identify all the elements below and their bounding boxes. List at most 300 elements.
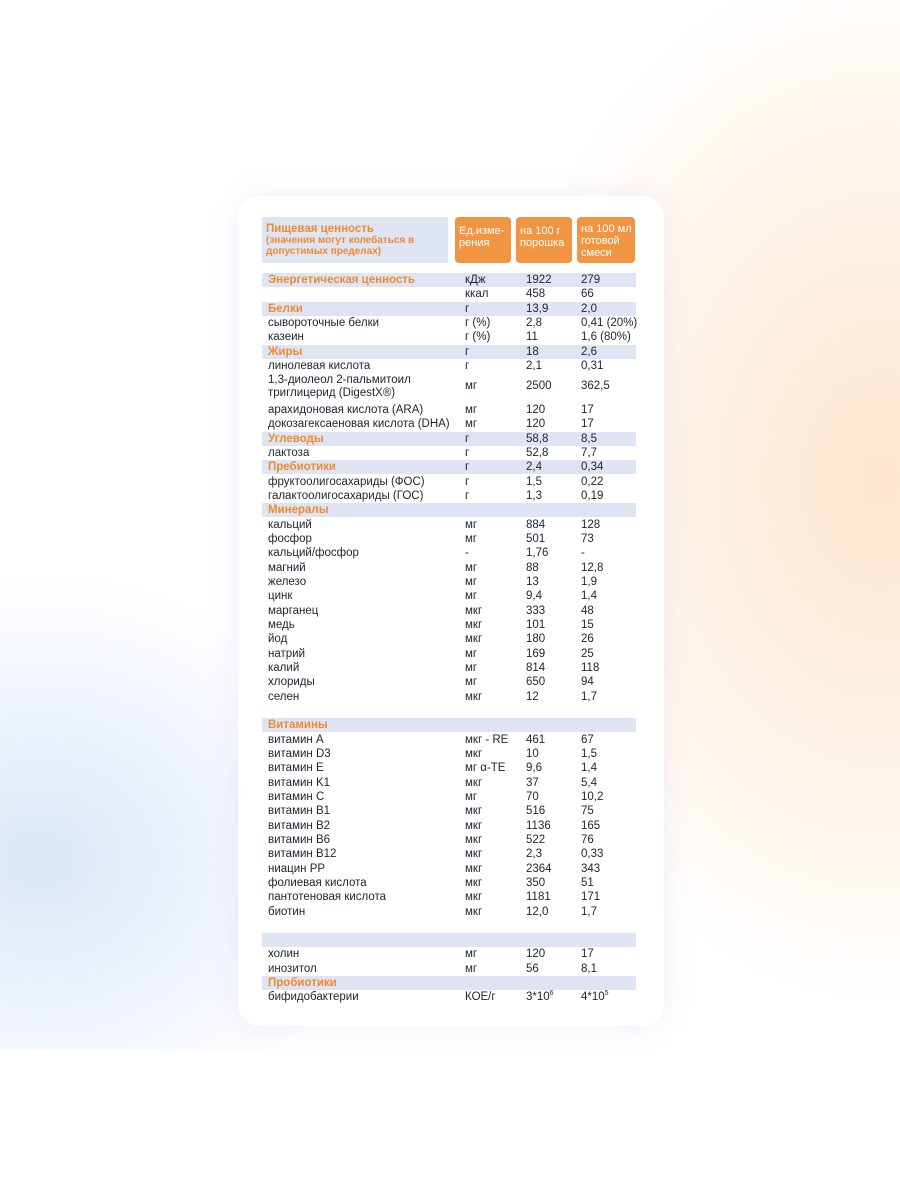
unit-cell: мг: [465, 562, 478, 574]
unit-cell: мкг: [465, 877, 483, 889]
unit-cell: мг: [465, 380, 478, 392]
section-row: [262, 345, 636, 359]
value-text: 814: [526, 662, 546, 674]
section-row: [262, 460, 636, 474]
value-per-100ml: [581, 747, 597, 761]
value-text: 9,6: [526, 762, 542, 774]
value-text: 1181: [526, 891, 551, 903]
value-per-100g: [526, 604, 545, 618]
nutrient-name: лактоза: [268, 447, 310, 459]
nutrient-name: биотин: [268, 906, 306, 918]
value-per-100ml: [581, 380, 610, 393]
value-per-100ml: [581, 733, 594, 747]
nutrient-name: витамин C: [268, 791, 325, 803]
unit-cell: мг: [465, 519, 478, 531]
value-per-100ml: [581, 847, 603, 861]
value-per-100g: [526, 990, 554, 1004]
nutrient-name: фруктоолигосахариды (ФОС): [268, 476, 425, 488]
value-text: 0,41 (20%): [581, 317, 638, 329]
section-title: Белки: [268, 303, 303, 315]
value-per-100g: [526, 446, 548, 460]
nutrient-name: докозагексаеновая кислота (DHA): [268, 418, 450, 430]
value-text: 1,4: [581, 762, 597, 774]
nutrient-name: витамин B6: [268, 834, 331, 846]
nutrient-name: витамин A: [268, 734, 324, 746]
unit-cell: мкг: [465, 748, 483, 760]
table-row: [262, 761, 636, 775]
value-per-100g: [526, 675, 545, 689]
nutrient-name: магний: [268, 562, 306, 574]
nutrient-name: фолиевая кислота: [268, 877, 367, 889]
value-per-100g: [526, 380, 552, 393]
value-text: 70: [526, 791, 539, 803]
value-text: 26: [581, 633, 594, 645]
table-row: [262, 604, 636, 618]
value-per-100g: [526, 330, 538, 344]
value-per-100ml: [581, 905, 597, 919]
value-per-100ml: [581, 359, 603, 373]
value-text: 2,0: [581, 303, 597, 315]
unit-cell: г: [465, 461, 470, 473]
unit-cell: мг: [465, 676, 478, 688]
value-text: 1,7: [581, 691, 597, 703]
table-row: [262, 373, 636, 402]
table-row: [262, 675, 636, 689]
value-text: 2364: [526, 863, 552, 875]
header-subtitle: (значения могут колебаться в допустимых пределах): [266, 235, 415, 257]
section-title: Жиры: [268, 346, 303, 358]
unit-cell: мкг: [465, 619, 483, 631]
value-per-100ml: [581, 862, 600, 876]
nutrient-name: цинк: [268, 590, 293, 602]
unit-cell: мг: [465, 662, 478, 674]
value-text: 120: [526, 948, 546, 960]
header-per-100g-column: на 100 г порошка: [516, 217, 572, 263]
value-text: 1,6 (80%): [581, 331, 631, 343]
table-row: [262, 747, 636, 761]
value-text: 18: [526, 346, 539, 358]
table-row: [262, 847, 636, 861]
value-per-100g: [526, 862, 552, 876]
value-text: 1,5: [581, 748, 597, 760]
value-per-100g: [526, 561, 539, 575]
value-text: 343: [581, 863, 601, 875]
unit-cell: мг: [465, 648, 478, 660]
value-per-100ml: [581, 460, 603, 474]
nutrient-name: ниацин PP: [268, 863, 326, 875]
value-per-100ml: [581, 561, 603, 575]
value-per-100ml: [581, 302, 597, 316]
value-per-100ml: [581, 819, 600, 833]
unit-cell: г (%): [465, 317, 491, 329]
value-per-100ml: [581, 618, 594, 632]
value-text: 4*10: [581, 991, 605, 1003]
value-text: 73: [581, 533, 594, 545]
nutrient-name: линолевая кислота: [268, 360, 371, 372]
unit-cell: мкг: [465, 848, 483, 860]
value-text: 17: [581, 418, 594, 430]
value-per-100ml: [581, 632, 594, 646]
value-per-100ml: [581, 417, 594, 431]
value-per-100ml: [581, 589, 597, 603]
unit-cell: мг: [465, 963, 478, 975]
bottom-margin: [0, 1050, 900, 1200]
value-text: 171: [581, 891, 601, 903]
unit-cell: г: [465, 476, 470, 488]
value-text: 180: [526, 633, 546, 645]
table-row: [262, 489, 636, 503]
table-row: [262, 647, 636, 661]
value-text: 88: [526, 562, 539, 574]
value-text: 3*10: [526, 991, 550, 1003]
table-row: [262, 790, 636, 804]
value-text: 516: [526, 805, 546, 817]
value-per-100g: [526, 876, 545, 890]
value-text: 12,0: [526, 906, 549, 918]
unit-cell: мг: [465, 590, 478, 602]
value-text: 333: [526, 605, 546, 617]
table-row: [262, 359, 636, 373]
value-per-100g: [526, 273, 552, 287]
table-row: [262, 804, 636, 818]
table-row: [262, 890, 636, 904]
value-per-100ml: [581, 316, 637, 330]
value-text: 118: [581, 662, 600, 674]
unit-cell: мкг: [465, 863, 483, 875]
unit-cell: мг: [465, 791, 478, 803]
table-row: [262, 819, 636, 833]
nutrient-name: кальций/фосфор: [268, 547, 359, 559]
table-row: [262, 618, 636, 632]
value-per-100ml: [581, 432, 597, 446]
value-text: 650: [526, 676, 546, 688]
value-per-100g: [526, 661, 545, 675]
value-text: 350: [526, 877, 546, 889]
table-row: [262, 330, 636, 344]
value-text: 10: [526, 748, 539, 760]
value-text: 2,3: [526, 848, 542, 860]
value-per-100g: [526, 359, 542, 373]
value-text: 1922: [526, 274, 552, 286]
value-per-100g: [526, 804, 545, 818]
value-text: 0,33: [581, 848, 604, 860]
table-row: [262, 475, 636, 489]
unit-cell: г: [465, 303, 470, 315]
unit-cell: мкг: [465, 777, 483, 789]
table-row: [262, 287, 636, 301]
unit-cell: г: [465, 346, 470, 358]
value-exponent: 6: [549, 990, 554, 997]
value-per-100g: [526, 819, 551, 833]
unit-cell: г: [465, 360, 470, 372]
value-per-100ml: [581, 804, 594, 818]
value-text: 2500: [526, 380, 552, 392]
section-row: [262, 302, 636, 316]
value-per-100g: [526, 475, 542, 489]
value-per-100ml: [581, 489, 603, 503]
value-per-100ml: [581, 776, 597, 790]
value-text: 101: [526, 619, 546, 631]
table-row: [262, 690, 636, 704]
table-row: [262, 446, 636, 460]
nutrient-name: арахидоновая кислота (ARA): [268, 404, 424, 416]
table-row: [262, 316, 636, 330]
nutrient-name: пантотеновая кислота: [268, 891, 387, 903]
unit-cell: мг: [465, 404, 478, 416]
table-row: [262, 417, 636, 431]
unit-cell: г: [465, 490, 470, 502]
value-per-100ml: [581, 647, 594, 661]
value-text: 165: [581, 820, 601, 832]
value-text: 67: [581, 734, 594, 746]
header-title: Пищевая ценность: [266, 223, 374, 235]
value-per-100g: [526, 460, 542, 474]
nutrient-name: [268, 374, 411, 400]
table-row: [262, 833, 636, 847]
table-row: [262, 776, 636, 790]
table-row: [262, 589, 636, 603]
table-row: [262, 862, 636, 876]
value-text: 58,8: [526, 433, 549, 445]
value-per-100ml: [581, 947, 594, 961]
value-text: 66: [581, 288, 594, 300]
section-row: [262, 976, 636, 990]
value-per-100ml: [581, 330, 631, 344]
unit-cell: мкг: [465, 605, 483, 617]
nutrient-name: инозитол: [268, 963, 317, 975]
table-row: [262, 733, 636, 747]
unit-cell: ккал: [465, 288, 489, 300]
unit-cell: мкг: [465, 820, 483, 832]
unit-cell: мг: [465, 533, 478, 545]
value-text: 0,31: [581, 360, 604, 372]
nutrient-name: фосфор: [268, 533, 312, 545]
value-text: 128: [581, 519, 601, 531]
value-per-100g: [526, 417, 545, 431]
value-text: 17: [581, 948, 594, 960]
value-text: 56: [526, 963, 539, 975]
value-per-100ml: [581, 833, 594, 847]
value-text: 13,9: [526, 303, 549, 315]
nutrient-name: витамин B1: [268, 805, 331, 817]
nutrient-name: марганец: [268, 605, 319, 617]
value-per-100ml: [581, 546, 585, 560]
value-text: 279: [581, 274, 601, 286]
section-row: [262, 718, 636, 732]
table-row: [262, 575, 636, 589]
nutrient-name: витамин E: [268, 762, 324, 774]
value-per-100g: [526, 532, 545, 546]
nutrient-name: галактоолигосахариды (ГОС): [268, 490, 424, 502]
table-row: [262, 876, 636, 890]
value-per-100ml: [581, 604, 594, 618]
value-text: 9,4: [526, 590, 542, 602]
nutrient-name-line2: триглицерид (DigestX®): [268, 387, 396, 399]
unit-cell: г: [465, 447, 470, 459]
section-title: Пребиотики: [268, 461, 336, 473]
unit-cell: мкг: [465, 906, 483, 918]
value-per-100ml: [581, 518, 600, 532]
nutrient-name: кальций: [268, 519, 312, 531]
value-text: 1,5: [526, 476, 542, 488]
value-text: 8,5: [581, 433, 597, 445]
section-row: [262, 503, 636, 517]
value-text: 2,1: [526, 360, 542, 372]
value-per-100g: [526, 776, 539, 790]
unit-cell: мкг: [465, 633, 483, 645]
value-per-100g: [526, 962, 539, 976]
nutrient-name: йод: [268, 633, 288, 645]
value-per-100g: [526, 589, 542, 603]
section-title: Энергетическая ценность: [268, 274, 415, 286]
section-title: Минералы: [268, 504, 329, 516]
section-title: Пробиотики: [268, 977, 337, 989]
value-per-100g: [526, 947, 545, 961]
table-row: [262, 947, 636, 961]
value-per-100g: [526, 647, 545, 661]
value-text: 458: [526, 288, 546, 300]
value-per-100g: [526, 546, 548, 560]
value-per-100g: [526, 733, 545, 747]
value-per-100g: [526, 302, 548, 316]
unit-cell: г (%): [465, 331, 491, 343]
header-unit-column: Ед.изме- рения: [455, 217, 511, 263]
value-per-100g: [526, 575, 539, 589]
nutrient-name-line1: 1,3-диолеол 2-пальмитоил: [268, 374, 411, 386]
value-per-100ml: [581, 475, 603, 489]
value-per-100ml: [581, 876, 594, 890]
value-per-100g: [526, 890, 551, 904]
value-per-100g: [526, 287, 545, 301]
value-per-100g: [526, 618, 545, 632]
unit-cell: мг α-TE: [465, 762, 506, 774]
value-text: 1,3: [526, 490, 542, 502]
value-text: 0,19: [581, 490, 604, 502]
value-text: 461: [526, 734, 546, 746]
value-text: 52,8: [526, 447, 549, 459]
nutrient-name: витамин K1: [268, 777, 331, 789]
blank-row: [262, 933, 636, 947]
value-per-100ml: [581, 890, 600, 904]
value-per-100ml: [581, 990, 609, 1004]
nutrient-name: натрий: [268, 648, 306, 660]
unit-cell: КОЕ/г: [465, 991, 496, 1003]
section-title: Углеводы: [268, 433, 324, 445]
value-text: 884: [526, 519, 546, 531]
value-text: 1,7: [581, 906, 597, 918]
value-text: 15: [581, 619, 594, 631]
unit-cell: мг: [465, 418, 478, 430]
unit-cell: кДж: [465, 274, 486, 286]
unit-cell: мкг - RE: [465, 734, 509, 746]
value-per-100g: [526, 833, 545, 847]
header-per-100ml-column: на 100 мл готовой смеси: [577, 217, 635, 263]
value-text: 2,4: [526, 461, 542, 473]
value-per-100ml: [581, 675, 594, 689]
value-text: 120: [526, 404, 546, 416]
table-row: [262, 905, 636, 919]
value-per-100ml: [581, 287, 594, 301]
value-text: 25: [581, 648, 594, 660]
value-text: 7,7: [581, 447, 597, 459]
unit-cell: мкг: [465, 691, 483, 703]
unit-cell: -: [465, 547, 469, 559]
value-per-100g: [526, 790, 539, 804]
unit-cell: г: [465, 433, 470, 445]
value-text: 10,2: [581, 791, 604, 803]
nutrient-name: витамин D3: [268, 748, 331, 760]
value-text: 2,6: [581, 346, 597, 358]
value-per-100ml: [581, 575, 597, 589]
value-per-100ml: [581, 790, 603, 804]
value-per-100g: [526, 690, 539, 704]
value-per-100g: [526, 403, 545, 417]
value-per-100g: [526, 489, 542, 503]
value-text: 522: [526, 834, 546, 846]
value-per-100ml: [581, 962, 597, 976]
value-per-100g: [526, 632, 545, 646]
unit-cell: мкг: [465, 805, 483, 817]
value-text: 13: [526, 576, 539, 588]
value-per-100ml: [581, 661, 599, 675]
nutrient-name: казеин: [268, 331, 304, 343]
value-per-100ml: [581, 532, 594, 546]
value-per-100g: [526, 761, 542, 775]
value-text: 1136: [526, 820, 551, 832]
table-row: [262, 990, 636, 1004]
value-text: 75: [581, 805, 594, 817]
section-row: [262, 273, 636, 287]
value-text: -: [581, 547, 585, 559]
value-text: 12: [526, 691, 539, 703]
value-per-100g: [526, 316, 542, 330]
table-row: [262, 532, 636, 546]
nutrient-name: хлориды: [268, 676, 315, 688]
table-row: [262, 518, 636, 532]
value-text: 169: [526, 648, 546, 660]
value-per-100g: [526, 847, 542, 861]
value-per-100g: [526, 432, 548, 446]
unit-cell: мг: [465, 576, 478, 588]
value-text: 1,76: [526, 547, 549, 559]
value-exponent: 5: [604, 990, 609, 997]
value-text: 0,34: [581, 461, 604, 473]
value-text: 120: [526, 418, 546, 430]
value-per-100ml: [581, 761, 597, 775]
nutrient-name: селен: [268, 691, 300, 703]
value-text: 48: [581, 605, 594, 617]
table-row: [262, 632, 636, 646]
value-text: 501: [526, 533, 546, 545]
table-row: [262, 561, 636, 575]
value-per-100g: [526, 747, 539, 761]
value-text: 2,8: [526, 317, 542, 329]
nutrient-name: железо: [268, 576, 307, 588]
section-title: Витамины: [268, 719, 328, 731]
value-text: 94: [581, 676, 594, 688]
table-row: [262, 962, 636, 976]
nutrient-name: калий: [268, 662, 300, 674]
unit-cell: мкг: [465, 891, 483, 903]
value-per-100g: [526, 518, 545, 532]
value-per-100ml: [581, 273, 600, 287]
table-row: [262, 546, 636, 560]
value-text: 0,22: [581, 476, 604, 488]
nutrient-name: медь: [268, 619, 295, 631]
unit-cell: мг: [465, 948, 478, 960]
value-per-100ml: [581, 345, 597, 359]
value-text: 8,1: [581, 963, 597, 975]
